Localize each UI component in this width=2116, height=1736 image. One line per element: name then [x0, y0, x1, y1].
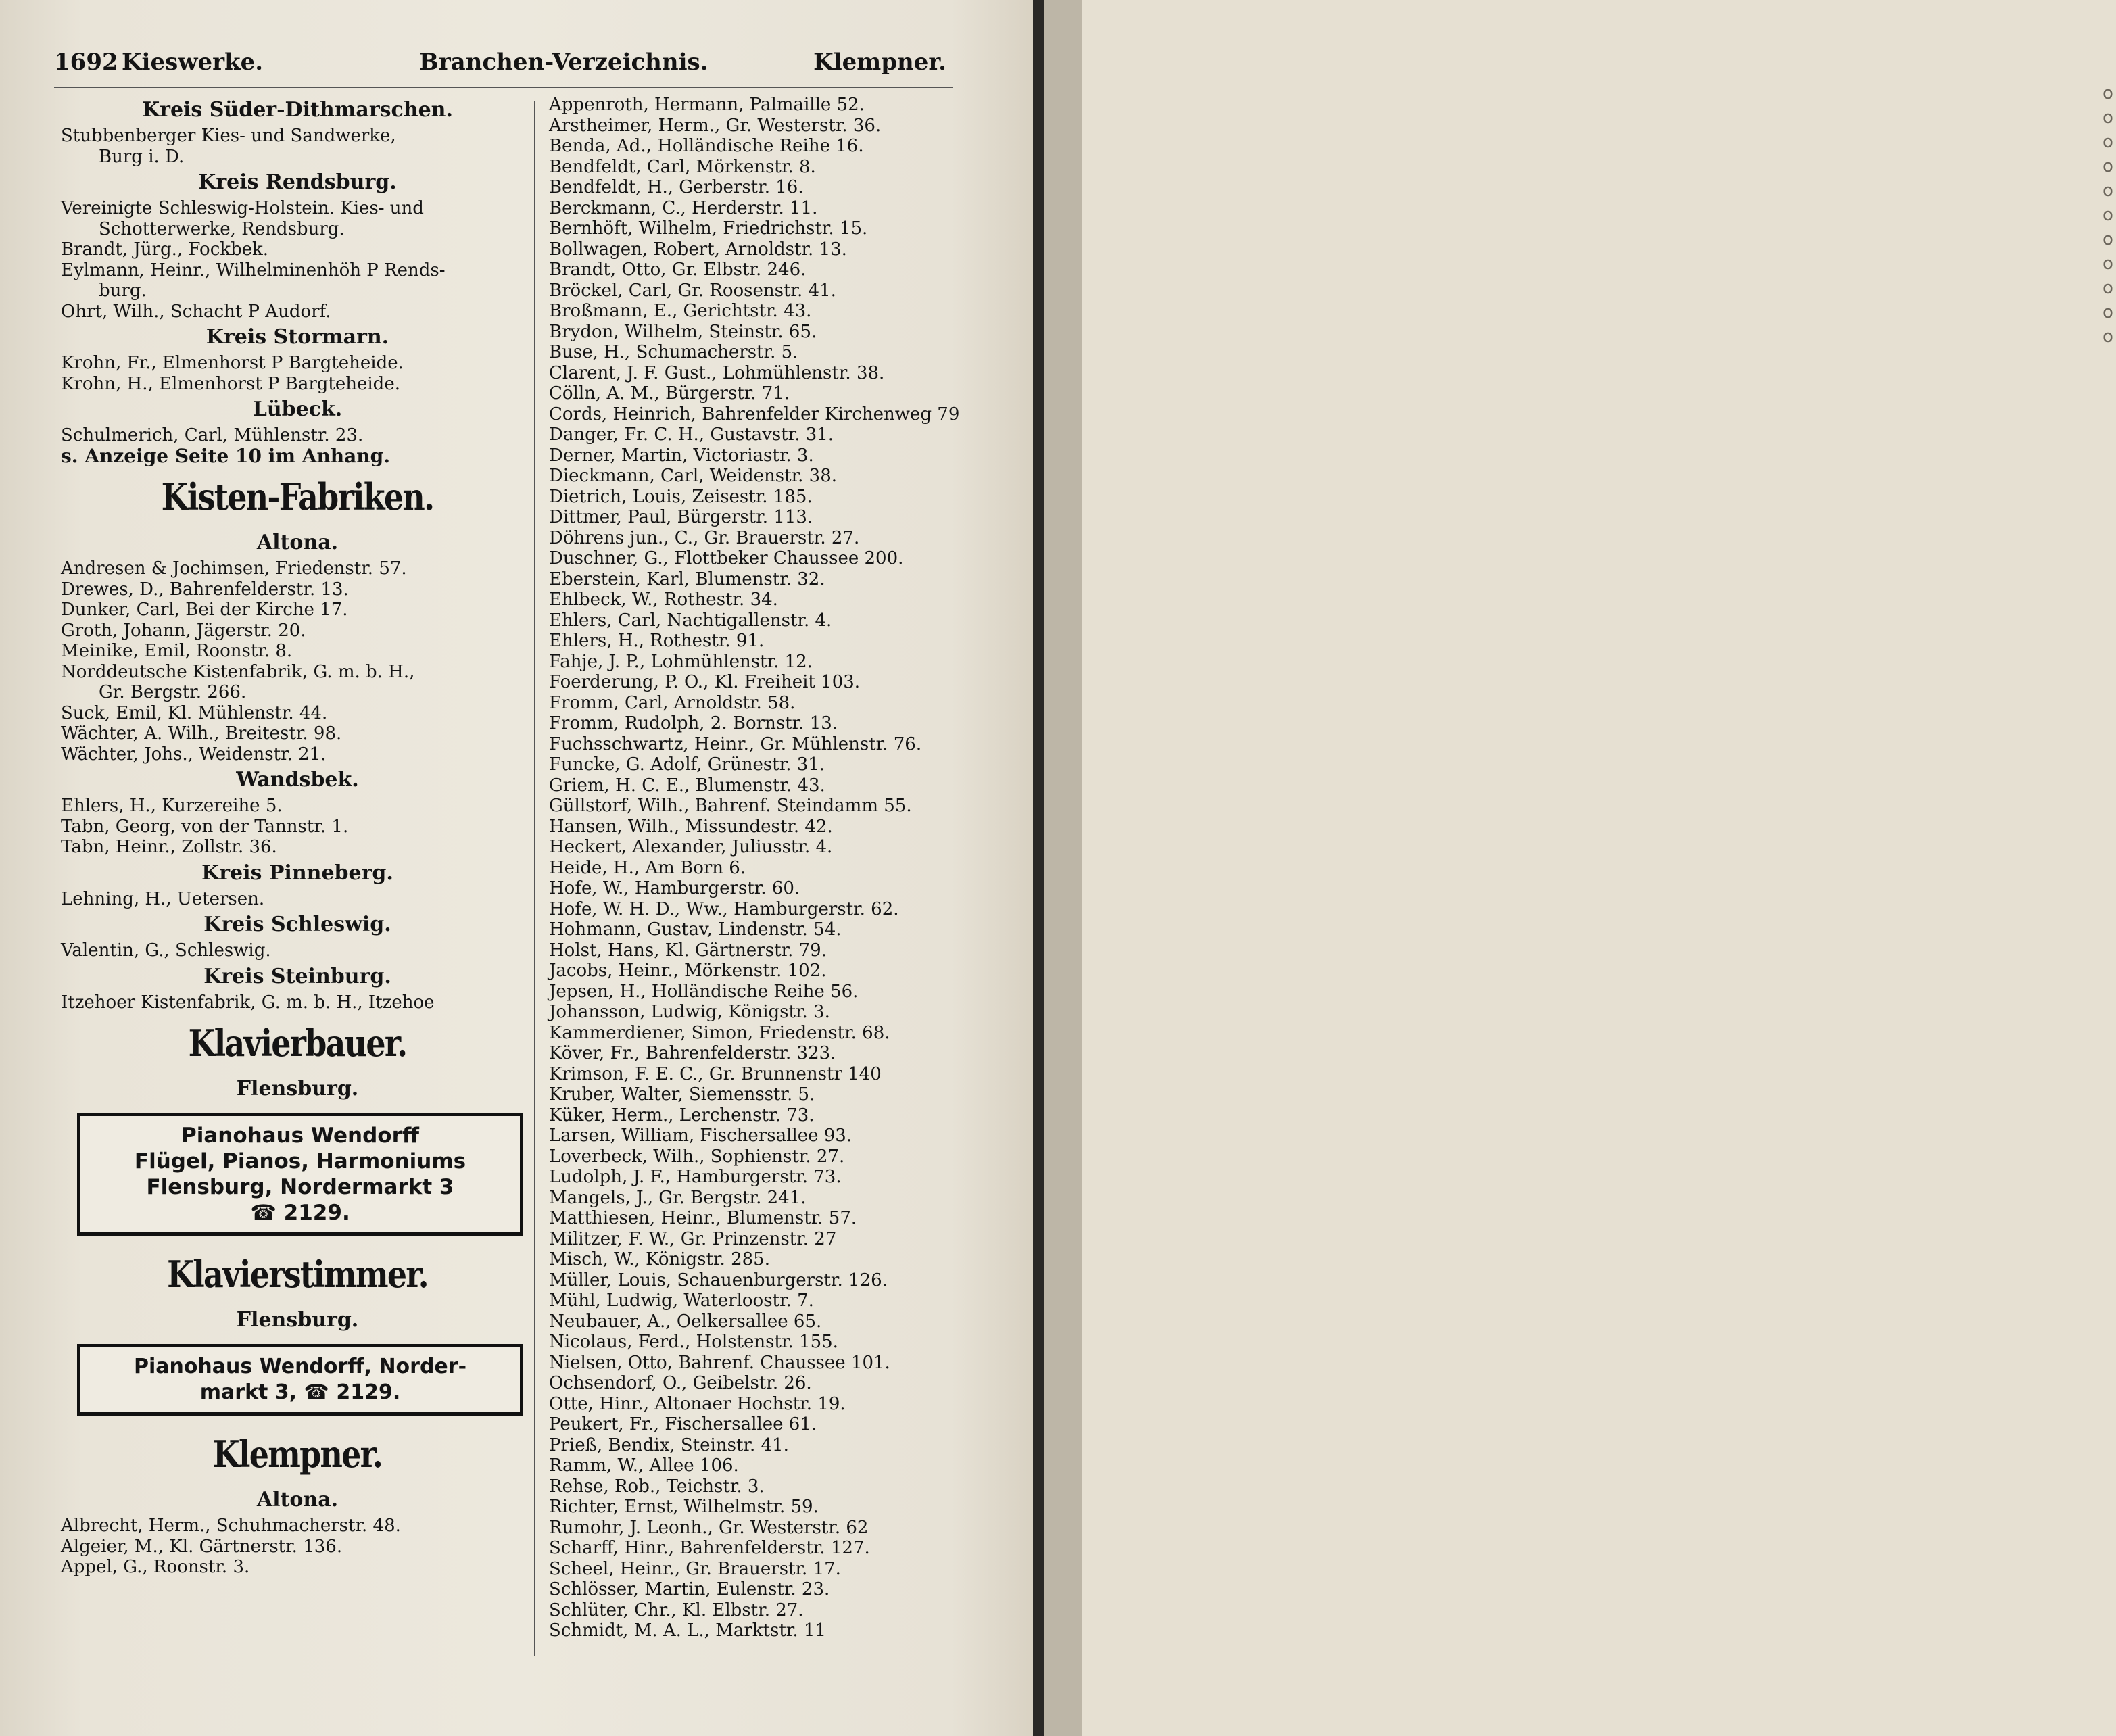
entry: Köver, Fr., Bahrenfelderstr. 323.: [549, 1043, 836, 1063]
section-title: Kreis Pinneberg.: [201, 861, 393, 885]
entry: Nielsen, Otto, Bahrenf. Chaussee 101.: [549, 1352, 890, 1373]
entry: Valentin, G., Schleswig.: [61, 940, 271, 961]
header-rule: [54, 87, 953, 88]
entry: Arstheimer, Herm., Gr. Westerstr. 36.: [549, 115, 882, 136]
running-head-center: Branchen-Verzeichnis.: [419, 49, 708, 76]
entry: Andresen & Jochimsen, Friedenstr. 57.: [61, 558, 407, 579]
section-title: Kreis Süder-Dithmarschen.: [142, 98, 453, 122]
entry: Fromm, Carl, Arnoldstr. 58.: [549, 692, 796, 713]
section-title: Kreis Rendsburg.: [198, 170, 397, 194]
ad-line: markt 3, ☎ 2129.: [199, 1380, 401, 1404]
running-head-right: Klempner.: [813, 49, 946, 76]
entry: Dieckmann, Carl, Weidenstr. 38.: [549, 466, 838, 486]
entry: Militzer, F. W., Gr. Prinzenstr. 27: [549, 1228, 837, 1249]
entry: Ehlbeck, W., Rothestr. 34.: [549, 589, 778, 610]
advertisement-box: [77, 1113, 523, 1236]
entry: Groth, Johann, Jägerstr. 20.: [61, 620, 306, 641]
entry: Cölln, A. M., Bürgerstr. 71.: [549, 383, 790, 404]
entry: Griem, H. C. E., Blumenstr. 43.: [549, 775, 825, 796]
entry: Ehlers, H., Rothestr. 91.: [549, 631, 765, 651]
entry: Duschner, G., Flottbeker Chaussee 200.: [549, 548, 904, 569]
ad-line: Flensburg, Nordermarkt 3: [146, 1175, 454, 1199]
entry: Norddeutsche Kistenfabrik, G. m. b. H.,: [61, 661, 415, 682]
left-column: [61, 95, 534, 1578]
entry: Hofe, W. H. D., Ww., Hamburgerstr. 62.: [549, 898, 899, 919]
category-heading: Klavierstimmer.: [167, 1253, 428, 1296]
entry: Nicolaus, Ferd., Holstenstr. 155.: [549, 1332, 838, 1352]
right-column: [549, 95, 1015, 1641]
entry: Krohn, H., Elmenhorst P Bargteheide.: [61, 373, 400, 394]
entry: Eylmann, Heinr., Wilhelminenhöh P Rends-: [61, 260, 446, 281]
entry: Benda, Ad., Holländische Reihe 16.: [549, 136, 864, 156]
entry: Hohmann, Gustav, Lindenstr. 54.: [549, 919, 842, 940]
entry: Brydon, Wilhelm, Steinstr. 65.: [549, 321, 817, 342]
facing-page-glyphs: ooooooooooo: [2102, 83, 2113, 347]
entry: Wächter, A. Wilh., Breitestr. 98.: [61, 723, 342, 744]
entry: Richter, Ernst, Wilhelmstr. 59.: [549, 1497, 819, 1517]
entry: Vereinigte Schleswig-Holstein. Kies- und: [61, 198, 424, 218]
entry: Johansson, Ludwig, Königstr. 3.: [549, 1002, 830, 1022]
section-title: Flensburg.: [236, 1077, 359, 1101]
entry: Schmidt, M. A. L., Marktstr. 11: [549, 1620, 826, 1641]
entry: Fahje, J. P., Lohmühlenstr. 12.: [549, 651, 813, 672]
entry: Brandt, Otto, Gr. Elbstr. 246.: [549, 260, 807, 280]
section-title: Wandsbek.: [236, 768, 359, 792]
entry: Heide, H., Am Born 6.: [549, 857, 746, 878]
entry: Dietrich, Louis, Zeisestr. 185.: [549, 486, 813, 507]
entry: Otte, Hinr., Altonaer Hochstr. 19.: [549, 1393, 846, 1414]
entry: Schotterwerke, Rendsburg.: [99, 218, 345, 239]
entry: Krohn, Fr., Elmenhorst P Bargteheide.: [61, 353, 404, 373]
binding-gutter: [1033, 0, 1044, 1736]
entry: Ramm, W., Allee 106.: [549, 1455, 739, 1476]
entry: Broßmann, E., Gerichtstr. 43.: [549, 301, 812, 321]
entry: Meinike, Emil, Roonstr. 8.: [61, 641, 293, 661]
entry: Scharff, Hinr., Bahrenfelderstr. 127.: [549, 1538, 870, 1558]
entry: Larsen, William, Fischersallee 93.: [549, 1126, 852, 1146]
entry: Clarent, J. F. Gust., Lohmühlenstr. 38.: [549, 362, 885, 383]
entry: Matthiesen, Heinr., Blumenstr. 57.: [549, 1208, 857, 1228]
entry: Döhrens jun., C., Gr. Brauerstr. 27.: [549, 527, 860, 548]
entry: Tabn, Heinr., Zollstr. 36.: [61, 837, 277, 857]
category-heading: Klempner.: [212, 1432, 383, 1476]
entry: burg.: [99, 281, 147, 301]
page-number: 1692: [54, 49, 118, 76]
entry: Bollwagen, Robert, Arnoldstr. 13.: [549, 239, 847, 260]
entry: Jacobs, Heinr., Mörkenstr. 102.: [549, 961, 827, 981]
page-header: [54, 49, 946, 84]
section-title: Altona.: [256, 531, 339, 554]
facing-page-edge: [1044, 0, 2113, 1736]
entry: Drewes, D., Bahrenfelderstr. 13.: [61, 579, 349, 600]
entry: Bernhöft, Wilhelm, Friedrichstr. 15.: [549, 218, 868, 239]
entry: Kruber, Walter, Siemensstr. 5.: [549, 1084, 815, 1105]
entry: Burg i. D.: [99, 146, 185, 167]
entry: Danger, Fr. C. H., Gustavstr. 31.: [549, 425, 834, 445]
entry: Itzehoer Kistenfabrik, G. m. b. H., Itzehoe: [61, 992, 435, 1013]
entry: Buse, H., Schumacherstr. 5.: [549, 342, 798, 362]
entry: Algeier, M., Kl. Gärtnerstr. 136.: [61, 1536, 343, 1557]
entry: Derner, Martin, Victoriastr. 3.: [549, 445, 814, 466]
entry: Gr. Bergstr. 266.: [99, 682, 247, 702]
entry: Mangels, J., Gr. Bergstr. 241.: [549, 1187, 807, 1208]
entry: Brandt, Jürg., Fockbek.: [61, 239, 269, 260]
entry: Rumohr, J. Leonh., Gr. Westerstr. 62: [549, 1517, 869, 1538]
entry: Hansen, Wilh., Missundestr. 42.: [549, 816, 833, 837]
entry: Foerderung, P. O., Kl. Freiheit 103.: [549, 672, 861, 692]
entry: Dittmer, Paul, Bürgerstr. 113.: [549, 507, 813, 527]
entry: Ohrt, Wilh., Schacht P Audorf.: [61, 301, 331, 322]
entry: Albrecht, Herm., Schuhmacherstr. 48.: [61, 1516, 401, 1536]
entry: Holst, Hans, Kl. Gärtnerstr. 79.: [549, 940, 827, 961]
entry: Stubbenberger Kies- und Sandwerke,: [61, 126, 396, 146]
section-title: Kreis Steinburg.: [203, 964, 391, 988]
directory-page: [0, 0, 1033, 1736]
entry: Schlösser, Martin, Eulenstr. 23.: [549, 1579, 830, 1599]
entry: Schulmerich, Carl, Mühlenstr. 23.: [61, 425, 364, 445]
entry: Ochsendorf, O., Geibelstr. 26.: [549, 1373, 812, 1393]
entry: Krimson, F. E. C., Gr. Brunnenstr 140: [549, 1063, 882, 1084]
ad-line: Pianohaus Wendorff, Norder-: [133, 1355, 467, 1378]
entry: Heckert, Alexander, Juliusstr. 4.: [549, 837, 833, 857]
entry: Eberstein, Karl, Blumenstr. 32.: [549, 569, 825, 589]
entry: Bröckel, Carl, Gr. Roosenstr. 41.: [549, 280, 836, 301]
category-heading: Klavierbauer.: [188, 1021, 407, 1065]
entry: Fuchsschwartz, Heinr., Gr. Mühlenstr. 76.: [549, 733, 922, 754]
section-title: Kreis Schleswig.: [203, 913, 391, 936]
ad-line: Flügel, Pianos, Harmoniums: [134, 1149, 466, 1174]
section-title: Altona.: [256, 1488, 339, 1512]
entry: Schlüter, Chr., Kl. Elbstr. 27.: [549, 1599, 804, 1620]
entry: Bendfeldt, Carl, Mörkenstr. 8.: [549, 156, 816, 177]
entry: Ehlers, H., Kurzereihe 5.: [61, 796, 283, 816]
entry: Berckmann, C., Herderstr. 11.: [549, 197, 818, 218]
advert-reference: s. Anzeige Seite 10 im Anhang.: [61, 444, 390, 467]
entry: Bendfeldt, H., Gerberstr. 16.: [549, 177, 804, 197]
entry: Funcke, G. Adolf, Grünestr. 31.: [549, 754, 825, 775]
entry: Müller, Louis, Schauenburgerstr. 126.: [549, 1270, 888, 1291]
entry: Lehning, H., Uetersen.: [61, 888, 265, 909]
entry: Cords, Heinrich, Bahrenfelder Kirchenweg 79: [549, 404, 960, 425]
entry: Tabn, Georg, von der Tannstr. 1.: [61, 816, 349, 837]
entry: Ehlers, Carl, Nachtigallenstr. 4.: [549, 610, 832, 631]
entry: Appel, G., Roonstr. 3.: [61, 1557, 250, 1577]
entry: Mühl, Ludwig, Waterloostr. 7.: [549, 1291, 814, 1311]
advertisement-box: [77, 1344, 523, 1416]
section-title: Lübeck.: [252, 397, 343, 421]
entry: Kammerdiener, Simon, Friedenstr. 68.: [549, 1022, 890, 1043]
entry: Misch, W., Königstr. 285.: [549, 1249, 770, 1270]
section-title: Kreis Stormarn.: [206, 325, 389, 349]
entry: Ludolph, J. F., Hamburgerstr. 73.: [549, 1167, 842, 1187]
ad-line: Pianohaus Wendorff: [181, 1124, 419, 1148]
entry: Scheel, Heinr., Gr. Brauerstr. 17.: [549, 1558, 841, 1579]
ad-line: ☎ 2129.: [250, 1201, 350, 1225]
entry: Fromm, Rudolph, 2. Bornstr. 13.: [549, 713, 838, 733]
entry: Prieß, Bendix, Steinstr. 41.: [549, 1434, 789, 1455]
entry: Peukert, Fr., Fischersallee 61.: [549, 1414, 817, 1434]
category-heading: Kisten-Fabriken.: [161, 475, 434, 519]
entry: Güllstorf, Wilh., Bahrenf. Steindamm 55.: [549, 796, 912, 816]
entry: Wächter, Johs., Weidenstr. 21.: [61, 744, 327, 765]
running-head-left: Kieswerke.: [122, 49, 264, 76]
entry: Hofe, W., Hamburgerstr. 60.: [549, 878, 800, 898]
entry: Dunker, Carl, Bei der Kirche 17.: [61, 600, 348, 620]
entry: Rehse, Rob., Teichstr. 3.: [549, 1476, 765, 1497]
entry: Loverbeck, Wilh., Sophienstr. 27.: [549, 1146, 845, 1167]
entry: Jepsen, H., Holländische Reihe 56.: [549, 981, 859, 1002]
entry: Neubauer, A., Oelkersallee 65.: [549, 1311, 822, 1332]
entry: Appenroth, Hermann, Palmaille 52.: [549, 95, 865, 115]
entry: Küker, Herm., Lerchenstr. 73.: [549, 1105, 815, 1126]
column-divider: [534, 101, 535, 1656]
entry: Suck, Emil, Kl. Mühlenstr. 44.: [61, 702, 328, 723]
section-title: Flensburg.: [236, 1308, 359, 1332]
